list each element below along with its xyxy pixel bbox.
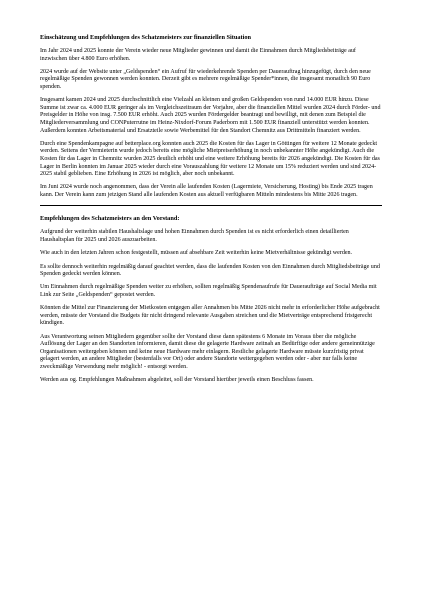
paragraph: Es sollte dennoch weiterhin regelmäßig darauf geachtet werden, dass die laufenden Kosten von den Einnahmen durch Mitgliedsbeiträge und Spenden gedeckt werden können.	[40, 263, 380, 278]
section-recommendations	[40, 229, 382, 385]
paragraph: Insgesamt kamen 2024 und 2025 durchschnittlich eine Vielzahl an kleinen und großen Geldspenden von rund 14.000 EUR hinzu. Diese Summe ist zwar ca. 4.000 EUR geringer als im Vergleichszeitraum der Vorjahre, aber die finanziellen Mittel wurden 2024 durch Förder- und Preisgelder in Höhe von insg. 7.500 EUR erhöht. Auch 2025 wurden Fördergelder beantragt und bewilligt, mit denen zum Beispiel die Mitgliederversammlung und CONPuterrutne im Heinz-Nixdorf-Forum Paderborn mit 1.500 EUR finanziell unterstützt werden konnten. Außerdem konnten Arbeitsmaterial und Ersatzteile sowie Werbemittel für den Standort Chemnitz aus Drittmitteln finanziert werden.	[40, 97, 381, 134]
paragraph: Um Einnahmen durch regelmäßige Spenden weiter zu erhöhen, sollten regelmäßig Spendenaufrufe für Daueraufträge auf Social Media mit Link zur Seite „Geldspenden“ gepostet werden.	[40, 284, 377, 298]
paragraph: Könnten die Mittel zur Finanzierung der Mietkosten entgegen aller Annahmen bis Mitte 2026 nicht mehr in erforderlicher Höhe aufgebracht werden, müsste der Vorstand die Budgets für nicht dringend relevante Ausgaben streichen und die Mietverträge entsprechend fristgerecht kündigen.	[40, 305, 380, 327]
section-divider	[40, 205, 382, 206]
paragraph: Aus Verantwortung seinen Mitgliedern gegenüber sollte der Vorstand diese dann spätestens 6 Monate im Voraus über die mögliche Auflösung der Lager an den Standorten informieren, damit diese die gelagerte Hardware zeitnah an Bedürftige oder andere gemeinnützige Organisationen weitergeben können und keine neue Hardware mehr einlagern. Restliche gelagerte Hardware müsste kurzfristig privat gelagert werden, an andere Mitglieder (bestenfalls vor Ort) oder andere Standorte weitergegeben werden oder - aber nur falls keine zweckmäßige Verwendung mehr möglich! - entsorgt werden.	[40, 333, 375, 370]
section-assessment	[40, 48, 382, 199]
paragraph: Werden aus og. Empfehlungen Maßnahmen abgeleitet, soll der Vorstand hierüber jeweils einen Beschluss fassen.	[40, 377, 314, 384]
paragraph: Im Jahr 2024 und 2025 konnte der Verein wieder neue Mitglieder gewinnen und damit die Einnahmen durch Mitgliedsbeiträge auf inzwischen über 4.800 Euro erhöhen.	[40, 48, 356, 62]
heading-recommendations: Empfehlungen des Schatzmeisters an den Vorstand:	[40, 215, 180, 223]
heading-financial-situation: Einschätzung und Empfehlungen des Schatzmeisters zur finanziellen Situation	[40, 34, 252, 41]
paragraph: Durch eine Spendenkampagne auf betterplace.org konnten auch 2025 die Kosten für das Lager in Göttingen für weitere 12 Monate gedeckt werden. Seitens der Vermieterin wurde jedoch bereits eine mögliche Mietpreiserhöhung in noch unbekannter Höhe angekündigt. Auch die Kosten für das Lager in Chemnitz wurden 2025 deutlich erhöht und eine weitere Erhöhung bereits für 2026 angekündigt. Die Kosten für das Lager in Berlin konnten im Januar 2025 wieder durch eine Vorauszahlung für weitere 12 Monate um 15% reduziert werden und sind 2024-2025 stabil geblieben. Eine Erhöhung in 2026 ist möglich, aber noch unbekannt.	[40, 140, 380, 178]
paragraph: Aufgrund der weiterhin stabilen Haushaltslage und hohen Einnahmen durch Spenden ist es nicht erforderlich einen detaillierten Haushaltsplan für 2025 und 2026 auszuarbeiten.	[40, 229, 349, 243]
paragraph: Wie auch in den letzten Jahren schon festgestellt, müssen auf absehbare Zeit weiterhin keine Mietverhältnisse gekündigt werden.	[40, 250, 353, 257]
paragraph: 2024 wurde auf der Website unter „Geldspenden“ ein Aufruf für wiederkehrende Spenden per Dauerauftrag hinzugefügt, durch den neue regelmäßige Spenden gewonnen werden konnten. Derzeit gibt es mehrere regelmäßige Spender*innen, die insgesamt monatlich 90 Euro spenden.	[40, 68, 371, 90]
paragraph: Im Juni 2024 wurde noch angenommen, dass der Verein alle laufenden Kosten (Lagermiete, Versicherung, Hosting) bis Ende 2025 tragen kann. Der Verein kann zum jetzigen Stand alle laufenden Kosten aus aktuell verfügbaren Mitteln mindestens bis Mitte 2026 tragen.	[40, 184, 373, 198]
